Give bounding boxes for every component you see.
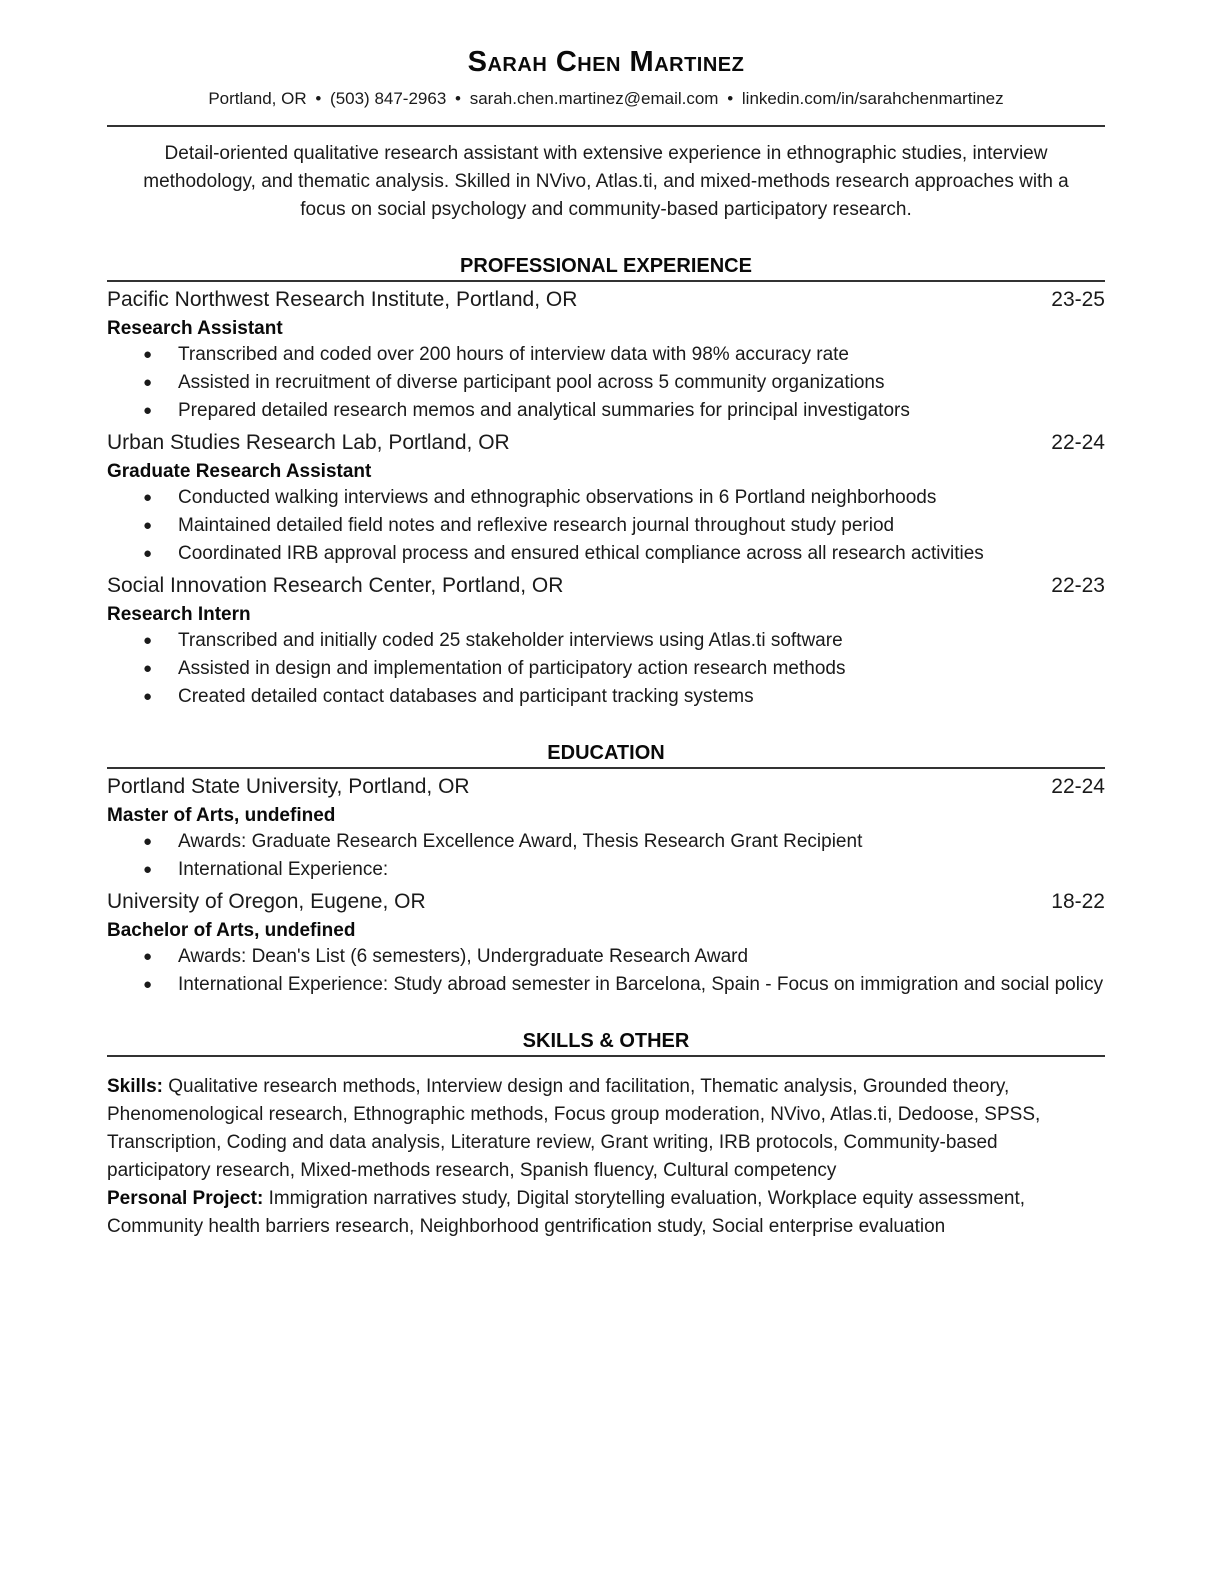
contact-linkedin[interactable]: linkedin.com/in/sarahchenmartinez — [741, 89, 1004, 108]
bullet-icon: ● — [143, 517, 153, 534]
contact-separator: • — [315, 89, 322, 108]
personal-project-text: Immigration narratives study, Digital storytelling evaluation, Workplace equity assessment, Community health barriers research, Neighborhood gentrification study, Social enterprise evaluation — [107, 1188, 1026, 1237]
entry-dates: 22-24 — [1051, 431, 1105, 454]
bullet-item — [107, 540, 1105, 568]
bullet-text: Transcribed and initially coded 25 stakeholder interviews using Atlas.ti software — [178, 630, 843, 651]
bullet-text: Maintained detailed field notes and reflexive research journal throughout study period — [178, 515, 895, 536]
entry-organization: Pacific Northwest Research Institute, Portland, OR — [107, 288, 578, 311]
skills-paragraph — [107, 1073, 1105, 1185]
entry-bullets — [107, 341, 1105, 425]
bullet-item — [107, 512, 1105, 540]
section-title-education: EDUCATION — [547, 742, 665, 764]
experience-entry — [107, 568, 1105, 711]
resume-page — [107, 40, 1105, 1241]
entry-dates: 22-23 — [1051, 574, 1105, 597]
education-entry — [107, 769, 1105, 884]
bullet-text: International Experience: Study abroad semester in Barcelona, Spain - Focus on immigration and social policy — [178, 974, 1104, 995]
bullet-item — [107, 397, 1105, 425]
entry-header — [107, 282, 1105, 317]
bullet-item — [107, 828, 1105, 856]
entry-header — [107, 425, 1105, 460]
bullet-icon: ● — [143, 948, 153, 965]
resume-header — [107, 40, 1105, 113]
bullet-item — [107, 943, 1105, 971]
entry-dates: 18-22 — [1051, 890, 1105, 913]
skills-label: Skills: — [107, 1076, 163, 1097]
bullet-icon: ● — [143, 861, 153, 878]
experience-entry — [107, 282, 1105, 425]
bullet-text: Coordinated IRB approval process and ensured ethical compliance across all research activities — [178, 543, 984, 564]
entry-institution: Portland State University, Portland, OR — [107, 775, 470, 798]
bullet-text: Assisted in recruitment of diverse participant pool across 5 community organizations — [178, 372, 885, 393]
skills-text: Qualitative research methods, Interview design and facilitation, Thematic analysis, Grounded theory, Phenomenological research, Ethnographic methods, Focus group moderation, NVivo, Atlas.ti, Dedoose, SPSS, Transcription, Coding and data analysis, Literature review, Grant writing, IRB protocols, Community-based participatory research, Mixed-methods research, Spanish fluency, Cultural competency — [107, 1076, 1041, 1181]
section-divider — [107, 1055, 1105, 1057]
contact-line — [107, 85, 1105, 113]
entry-header — [107, 884, 1105, 919]
personal-project-label: Personal Project: — [107, 1188, 264, 1209]
skills-block — [107, 1073, 1105, 1241]
summary-paragraph: Detail-oriented qualitative research assistant with extensive experience in ethnographic studies, interview methodology, and thematic analysis. Skilled in NVivo, Atlas.ti, and mixed-methods research approaches with a focus on social psychology and community-based participatory research. — [143, 143, 1069, 220]
bullet-icon: ● — [143, 402, 153, 419]
experience-entry — [107, 425, 1105, 568]
bullet-text: Awards: Graduate Research Excellence Award, Thesis Research Grant Recipient — [178, 831, 863, 852]
contact-separator: • — [455, 89, 461, 108]
bullet-item — [107, 369, 1105, 397]
entry-institution: University of Oregon, Eugene, OR — [107, 890, 426, 913]
bullet-item — [107, 627, 1105, 655]
personal-project-paragraph — [107, 1185, 1105, 1241]
bullet-text: Awards: Dean's List (6 semesters), Undergraduate Research Award — [178, 946, 749, 967]
contact-phone: (503) 847-2963 — [330, 89, 447, 108]
entry-organization: Social Innovation Research Center, Portland, OR — [107, 574, 564, 597]
entry-role: Research Assistant — [107, 318, 283, 339]
bullet-item — [107, 683, 1105, 711]
section-title-skills: SKILLS & OTHER — [522, 1030, 690, 1052]
bullet-icon: ● — [143, 688, 153, 705]
skills-section — [107, 1027, 1105, 1241]
bullet-text: Prepared detailed research memos and analytical summaries for principal investigators — [178, 400, 910, 421]
education-section — [107, 739, 1105, 999]
experience-section — [107, 252, 1105, 711]
candidate-name: Sarah Chen Martinez — [467, 46, 745, 78]
entry-dates: 22-24 — [1051, 775, 1105, 798]
bullet-icon: ● — [143, 489, 153, 506]
bullet-icon: ● — [143, 346, 153, 363]
entry-degree: Bachelor of Arts, undefined — [107, 920, 356, 941]
contact-location: Portland, OR — [208, 89, 307, 108]
bullet-item — [107, 484, 1105, 512]
section-title-experience: PROFESSIONAL EXPERIENCE — [460, 255, 752, 277]
entry-role: Research Intern — [107, 604, 251, 625]
bullet-item — [107, 856, 1105, 884]
bullet-text: Conducted walking interviews and ethnographic observations in 6 Portland neighborhoods — [178, 487, 937, 508]
entry-dates: 23-25 — [1051, 288, 1105, 311]
entry-header — [107, 769, 1105, 804]
entry-bullets — [107, 627, 1105, 711]
bullet-icon: ● — [143, 545, 153, 562]
header-divider — [107, 125, 1105, 127]
entry-header — [107, 568, 1105, 603]
bullet-icon: ● — [143, 660, 153, 677]
bullet-icon: ● — [143, 833, 153, 850]
contact-separator: • — [727, 89, 734, 108]
entry-bullets — [107, 828, 1105, 884]
bullet-item — [107, 341, 1105, 369]
bullet-icon: ● — [143, 976, 153, 993]
bullet-icon: ● — [143, 632, 153, 649]
entry-bullets — [107, 484, 1105, 568]
contact-email[interactable]: sarah.chen.martinez@email.com — [469, 89, 719, 108]
bullet-item — [107, 971, 1105, 999]
entry-degree: Master of Arts, undefined — [107, 805, 336, 826]
entry-bullets — [107, 943, 1105, 999]
bullet-text: International Experience: — [178, 859, 389, 880]
bullet-text: Created detailed contact databases and participant tracking systems — [178, 686, 754, 707]
bullet-text: Assisted in design and implementation of participatory action research methods — [178, 658, 846, 679]
entry-role: Graduate Research Assistant — [107, 461, 372, 482]
bullet-text: Transcribed and coded over 200 hours of interview data with 98% accuracy rate — [178, 344, 849, 365]
entry-organization: Urban Studies Research Lab, Portland, OR — [107, 431, 510, 454]
education-entry — [107, 884, 1105, 999]
bullet-icon: ● — [143, 374, 153, 391]
bullet-item — [107, 655, 1105, 683]
